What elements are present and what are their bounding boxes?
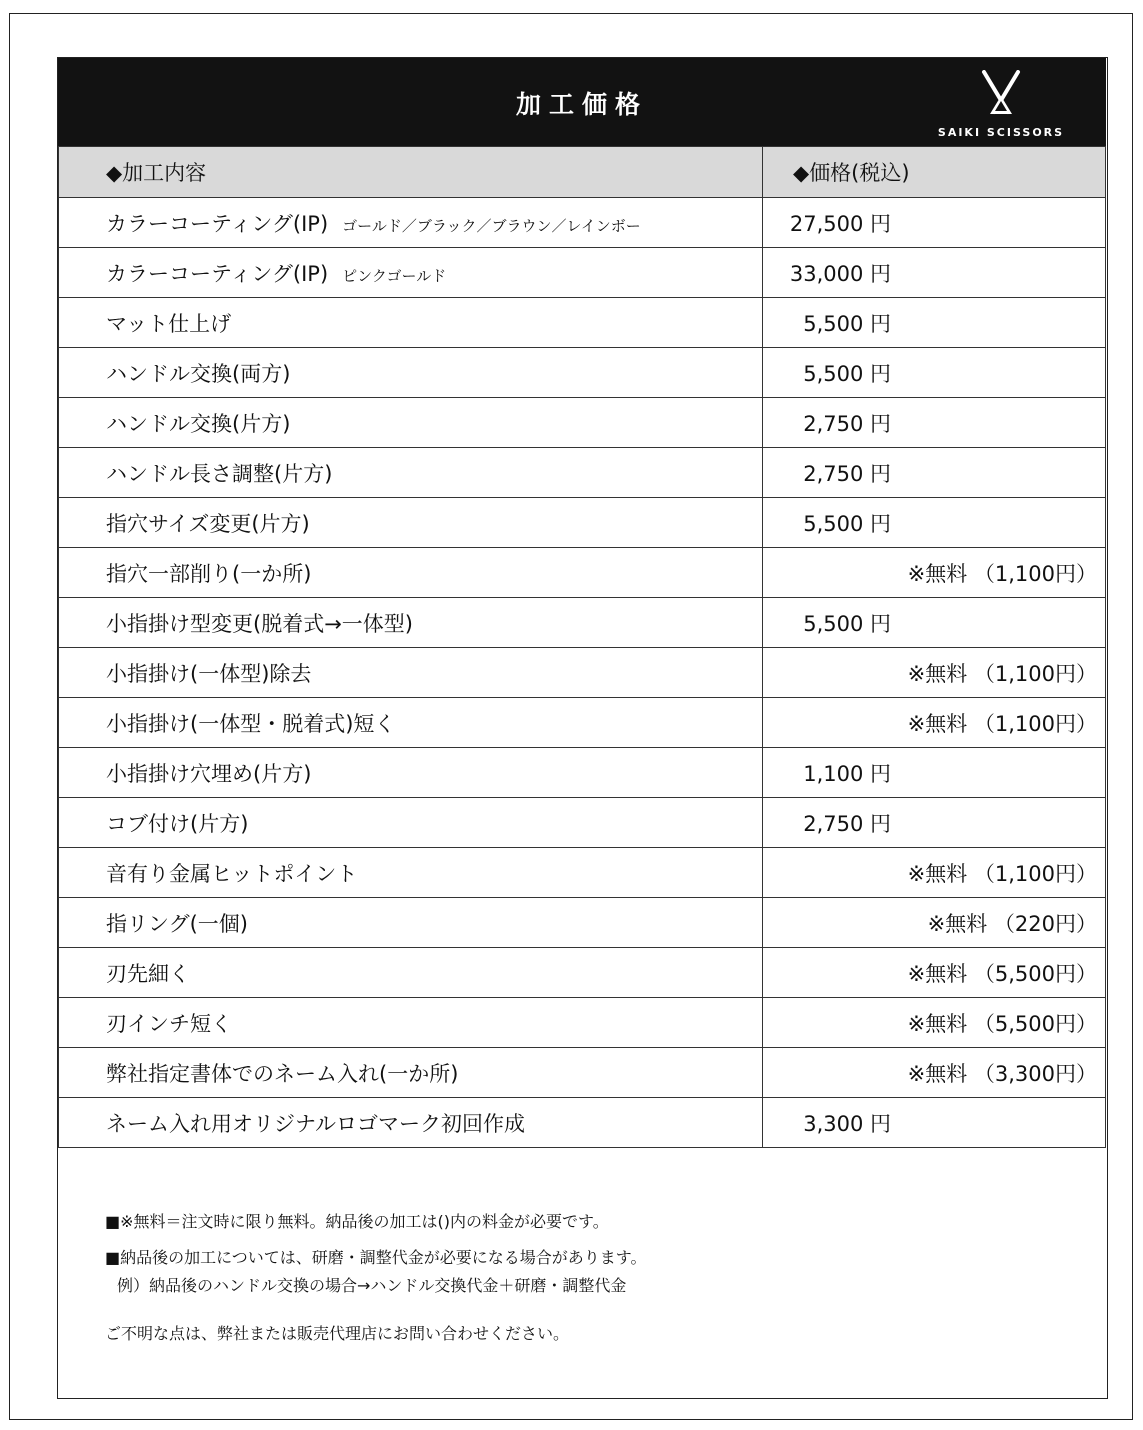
header-banner <box>58 58 1106 146</box>
item-label: ネーム入れ用オリジナルロゴマーク初回作成 <box>106 1111 525 1136</box>
price-sheet <box>57 57 1108 1399</box>
table-row <box>59 298 1106 348</box>
brand-logo <box>926 70 1076 139</box>
item-cell <box>59 1098 763 1148</box>
price-cell <box>763 698 1106 748</box>
item-label: 刃インチ短く <box>106 1011 232 1036</box>
item-label: 指穴サイズ変更(片方) <box>106 511 310 536</box>
item-label: ハンドル交換(両方) <box>106 361 291 386</box>
price-cell <box>763 848 1106 898</box>
table-row <box>59 1048 1106 1098</box>
table-row <box>59 198 1106 248</box>
item-cell <box>59 898 763 948</box>
item-cell <box>59 248 763 298</box>
logo-text: SAIKI SCISSORS <box>937 126 1065 139</box>
item-cell <box>59 348 763 398</box>
free-price-note: ※無料 （3,300円） <box>907 1061 1097 1086</box>
table-row <box>59 498 1106 548</box>
price-cell <box>763 248 1106 298</box>
table-row <box>59 798 1106 848</box>
table-row <box>59 698 1106 748</box>
item-variant: ゴールド／ブラック／ブラウン／レインボー <box>342 216 641 235</box>
item-cell <box>59 498 763 548</box>
item-cell <box>59 548 763 598</box>
price-cell <box>763 798 1106 848</box>
table-row <box>59 898 1106 948</box>
item-label: ハンドル長さ調整(片方) <box>106 461 333 486</box>
item-label: 小指掛け(一体型)除去 <box>106 661 312 686</box>
item-label: 小指掛け穴埋め(片方) <box>106 761 312 786</box>
table-row <box>59 748 1106 798</box>
price-cell <box>763 1098 1106 1148</box>
item-label: 指リング(一個) <box>106 911 248 936</box>
price-value: 5,500 円 <box>803 311 891 336</box>
price-value: 2,750 円 <box>803 811 891 836</box>
free-price-note: ※無料 （5,500円） <box>907 1011 1097 1036</box>
item-cell <box>59 298 763 348</box>
item-label: カラーコーティング(IP) <box>106 261 329 286</box>
item-cell <box>59 598 763 648</box>
price-value: 2,750 円 <box>803 461 891 486</box>
item-label: ハンドル交換(片方) <box>106 411 291 436</box>
item-label: 小指掛け(一体型・脱着式)短く <box>106 711 396 736</box>
item-label: 弊社指定書体でのネーム入れ(一か所) <box>106 1061 459 1086</box>
scissors-logo-icon <box>978 70 1024 116</box>
table-row <box>59 548 1106 598</box>
table-row <box>59 948 1106 998</box>
free-price-note: ※無料 （1,100円） <box>907 561 1097 586</box>
price-cell <box>763 448 1106 498</box>
price-cell <box>763 398 1106 448</box>
price-cell <box>763 498 1106 548</box>
note-free-condition: ■※無料＝注文時に限り無料。納品後の加工は()内の料金が必要です。 <box>105 1212 609 1231</box>
price-value: 2,750 円 <box>803 411 891 436</box>
table-row <box>59 348 1106 398</box>
table-row <box>59 1098 1106 1148</box>
price-table <box>58 146 1106 1148</box>
item-label: 刃先細く <box>106 961 190 986</box>
note-polishing: ■納品後の加工については、研磨・調整代金が必要になる場合があります。 <box>105 1248 647 1267</box>
item-label: 小指掛け型変更(脱着式→一体型) <box>106 611 413 636</box>
item-label: コブ付け(片方) <box>106 811 249 836</box>
item-cell <box>59 798 763 848</box>
note-example: 例）納品後のハンドル交換の場合→ハンドル交換代金＋研磨・調整代金 <box>117 1276 627 1295</box>
free-price-note: ※無料 （220円） <box>927 911 1097 936</box>
item-variant: ピンクゴールド <box>342 266 447 285</box>
price-cell <box>763 348 1106 398</box>
table-row <box>59 848 1106 898</box>
table-row <box>59 598 1106 648</box>
note-contact: ご不明な点は、弊社または販売代理店にお問い合わせください。 <box>105 1324 570 1343</box>
price-cell <box>763 948 1106 998</box>
price-cell <box>763 598 1106 648</box>
column-header-item: ◆加工内容 <box>59 147 763 198</box>
page-title: 加工価格 <box>515 90 648 119</box>
item-cell <box>59 698 763 748</box>
price-cell <box>763 198 1106 248</box>
price-cell <box>763 298 1106 348</box>
price-value: 3,300 円 <box>803 1111 891 1136</box>
item-cell <box>59 948 763 998</box>
item-label: マット仕上げ <box>106 311 232 336</box>
item-cell <box>59 448 763 498</box>
free-price-note: ※無料 （1,100円） <box>907 861 1097 886</box>
price-cell <box>763 898 1106 948</box>
table-row <box>59 998 1106 1048</box>
item-cell <box>59 998 763 1048</box>
price-value: 27,500 円 <box>789 211 891 236</box>
price-cell <box>763 748 1106 798</box>
table-row <box>59 398 1106 448</box>
price-value: 5,500 円 <box>803 361 891 386</box>
price-cell <box>763 998 1106 1048</box>
table-header-row <box>59 147 1106 198</box>
free-price-note: ※無料 （1,100円） <box>907 661 1097 686</box>
page-frame <box>9 13 1133 1420</box>
item-cell <box>59 848 763 898</box>
item-cell <box>59 1048 763 1098</box>
item-cell <box>59 648 763 698</box>
price-cell <box>763 648 1106 698</box>
item-cell <box>59 748 763 798</box>
table-row <box>59 248 1106 298</box>
price-value: 5,500 円 <box>803 511 891 536</box>
column-header-price: ◆価格(税込) <box>763 147 1106 198</box>
price-value: 5,500 円 <box>803 611 891 636</box>
item-label: カラーコーティング(IP) <box>106 211 329 236</box>
free-price-note: ※無料 （5,500円） <box>907 961 1097 986</box>
table-row <box>59 448 1106 498</box>
item-label: 指穴一部削り(一か所) <box>106 561 312 586</box>
free-price-note: ※無料 （1,100円） <box>907 711 1097 736</box>
item-cell <box>59 398 763 448</box>
item-cell <box>59 198 763 248</box>
price-cell <box>763 548 1106 598</box>
item-label: 音有り金属ヒットポイント <box>106 861 358 886</box>
price-cell <box>763 1048 1106 1098</box>
table-row <box>59 648 1106 698</box>
price-value: 33,000 円 <box>789 261 891 286</box>
price-value: 1,100 円 <box>803 761 891 786</box>
